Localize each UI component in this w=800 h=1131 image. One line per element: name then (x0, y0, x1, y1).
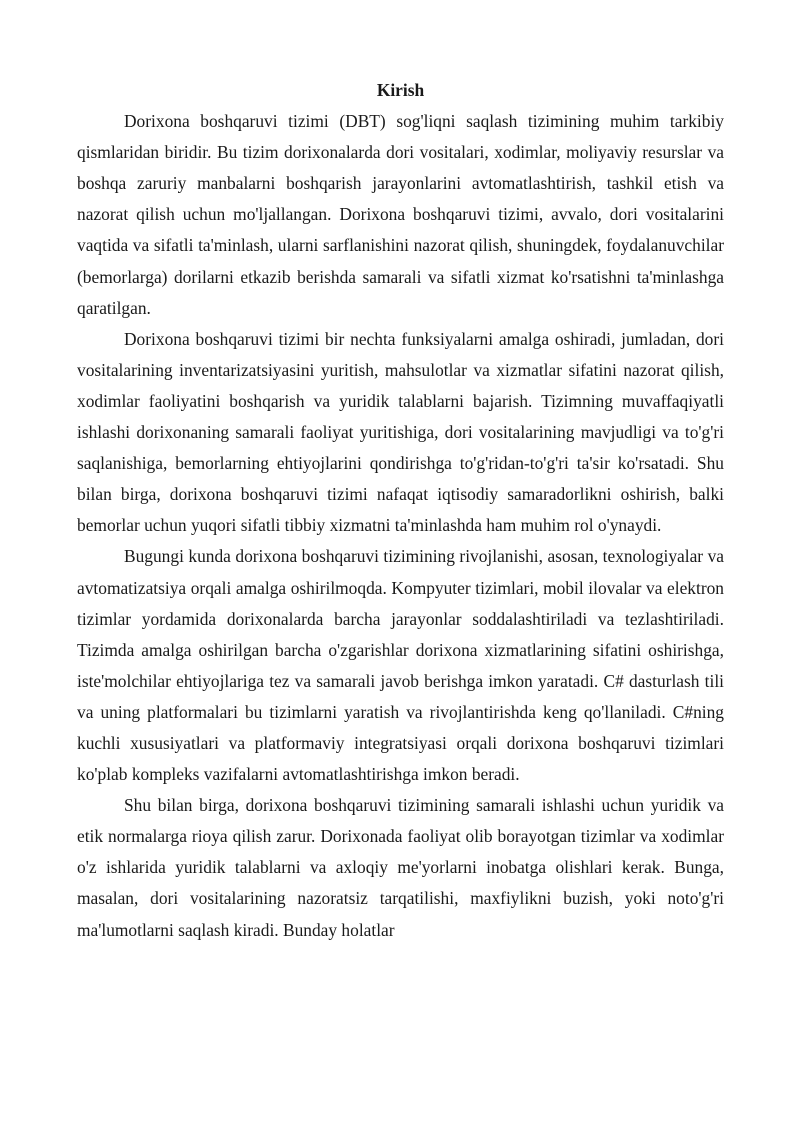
section-title: Kirish (376, 80, 425, 100)
paragraph-4: Shu bilan birga, dorixona boshqaruvi tizimining samarali ishlashi uchun yuridik va etik normalarga rioya qilish zarur. Dorixonada faoliyat olib borayotgan tizimlar va xodimlar o'z ishlarida yuridik talablarni va axloqiy me'yorlarni inobatga olishlari kerak. Bunga, masalan, dori vositalarining nazoratsiz tarqatilishi, maxfiylikni buzish, yoki noto'g'ri ma'lumotlarni saqlash kiradi. Bunday holatlar (77, 795, 724, 940)
paragraph-2: Dorixona boshqaruvi tizimi bir nechta funksiyalarni amalga oshiradi, jumladan, dori vositalarining inventarizatsiyasini yuritish, mahsulotlar va xizmatlar sifatini nazorat qilish, xodimlar faoliyatini boshqarish va yuridik talablarni bajarish. Tizimning muvaffaqiyatli ishlashi dorixonaning samarali faoliyat yuritishiga, dori vositalarining mavjudligi va to'g'ri saqlanishiga, bemorlarning ehtiyojlarini qondirishga to'g'ridan-to'g'ri ta'sir ko'rsatadi. Shu bilan birga, dorixona boshqaruvi tizimi nafaqat iqtisodiy samaradorlikni oshirish, balki bemorlar uchun yuqori sifatli tibbiy xizmatni ta'minlashda ham muhim rol o'ynaydi. (77, 328, 724, 536)
document-body (77, 75, 724, 946)
paragraph-3: Bugungi kunda dorixona boshqaruvi tizimining rivojlanishi, asosan, texnologiyalar va avtomatizatsiya orqali amalga oshirilmoqda. Kompyuter tizimlari, mobil ilovalar va elektron tizimlar yordamida dorixonalarda barcha jarayonlar soddalashtiriladi va tezlashtiriladi. Tizimda amalga oshirilgan barcha o'zgarishlar dorixona xizmatlarining sifatini oshirishga, iste'molchilar ehtiyojlariga tez va samarali javob berishga imkon yaratadi. C# dasturlash tili va uning platformalari bu tizimlarni yaratish va rivojlantirishda keng qo'llaniladi. C#ning kuchli xususiyatlari va platformaviy integratsiyasi orqali dorixona boshqaruvi tizimlari ko'plab kompleks vazifalarni avtomatlashtirishga imkon beradi. (77, 546, 724, 785)
paragraph-1: Dorixona boshqaruvi tizimi (DBT) sog'liqni saqlash tizimining muhim tarkibiy qismlaridan biridir. Bu tizim dorixonalarda dori vositalari, xodimlar, moliyaviy resurslar va boshqa zaruriy manbalarni boshqarish jarayonlarini avtomatlashtirish, tashkil etish va nazorat qilish uchun mo'ljallangan. Dorixona boshqaruvi tizimi, avvalo, dori vositalarini vaqtida va sifatli ta'minlash, ularni sarflanishini nazorat qilish, shuningdek, foydalanuvchilar (bemorlarga) dorilarni etkazib berishda samarali va sifatli xizmat ko'rsatishni ta'minlashga qaratilgan. (77, 111, 724, 318)
